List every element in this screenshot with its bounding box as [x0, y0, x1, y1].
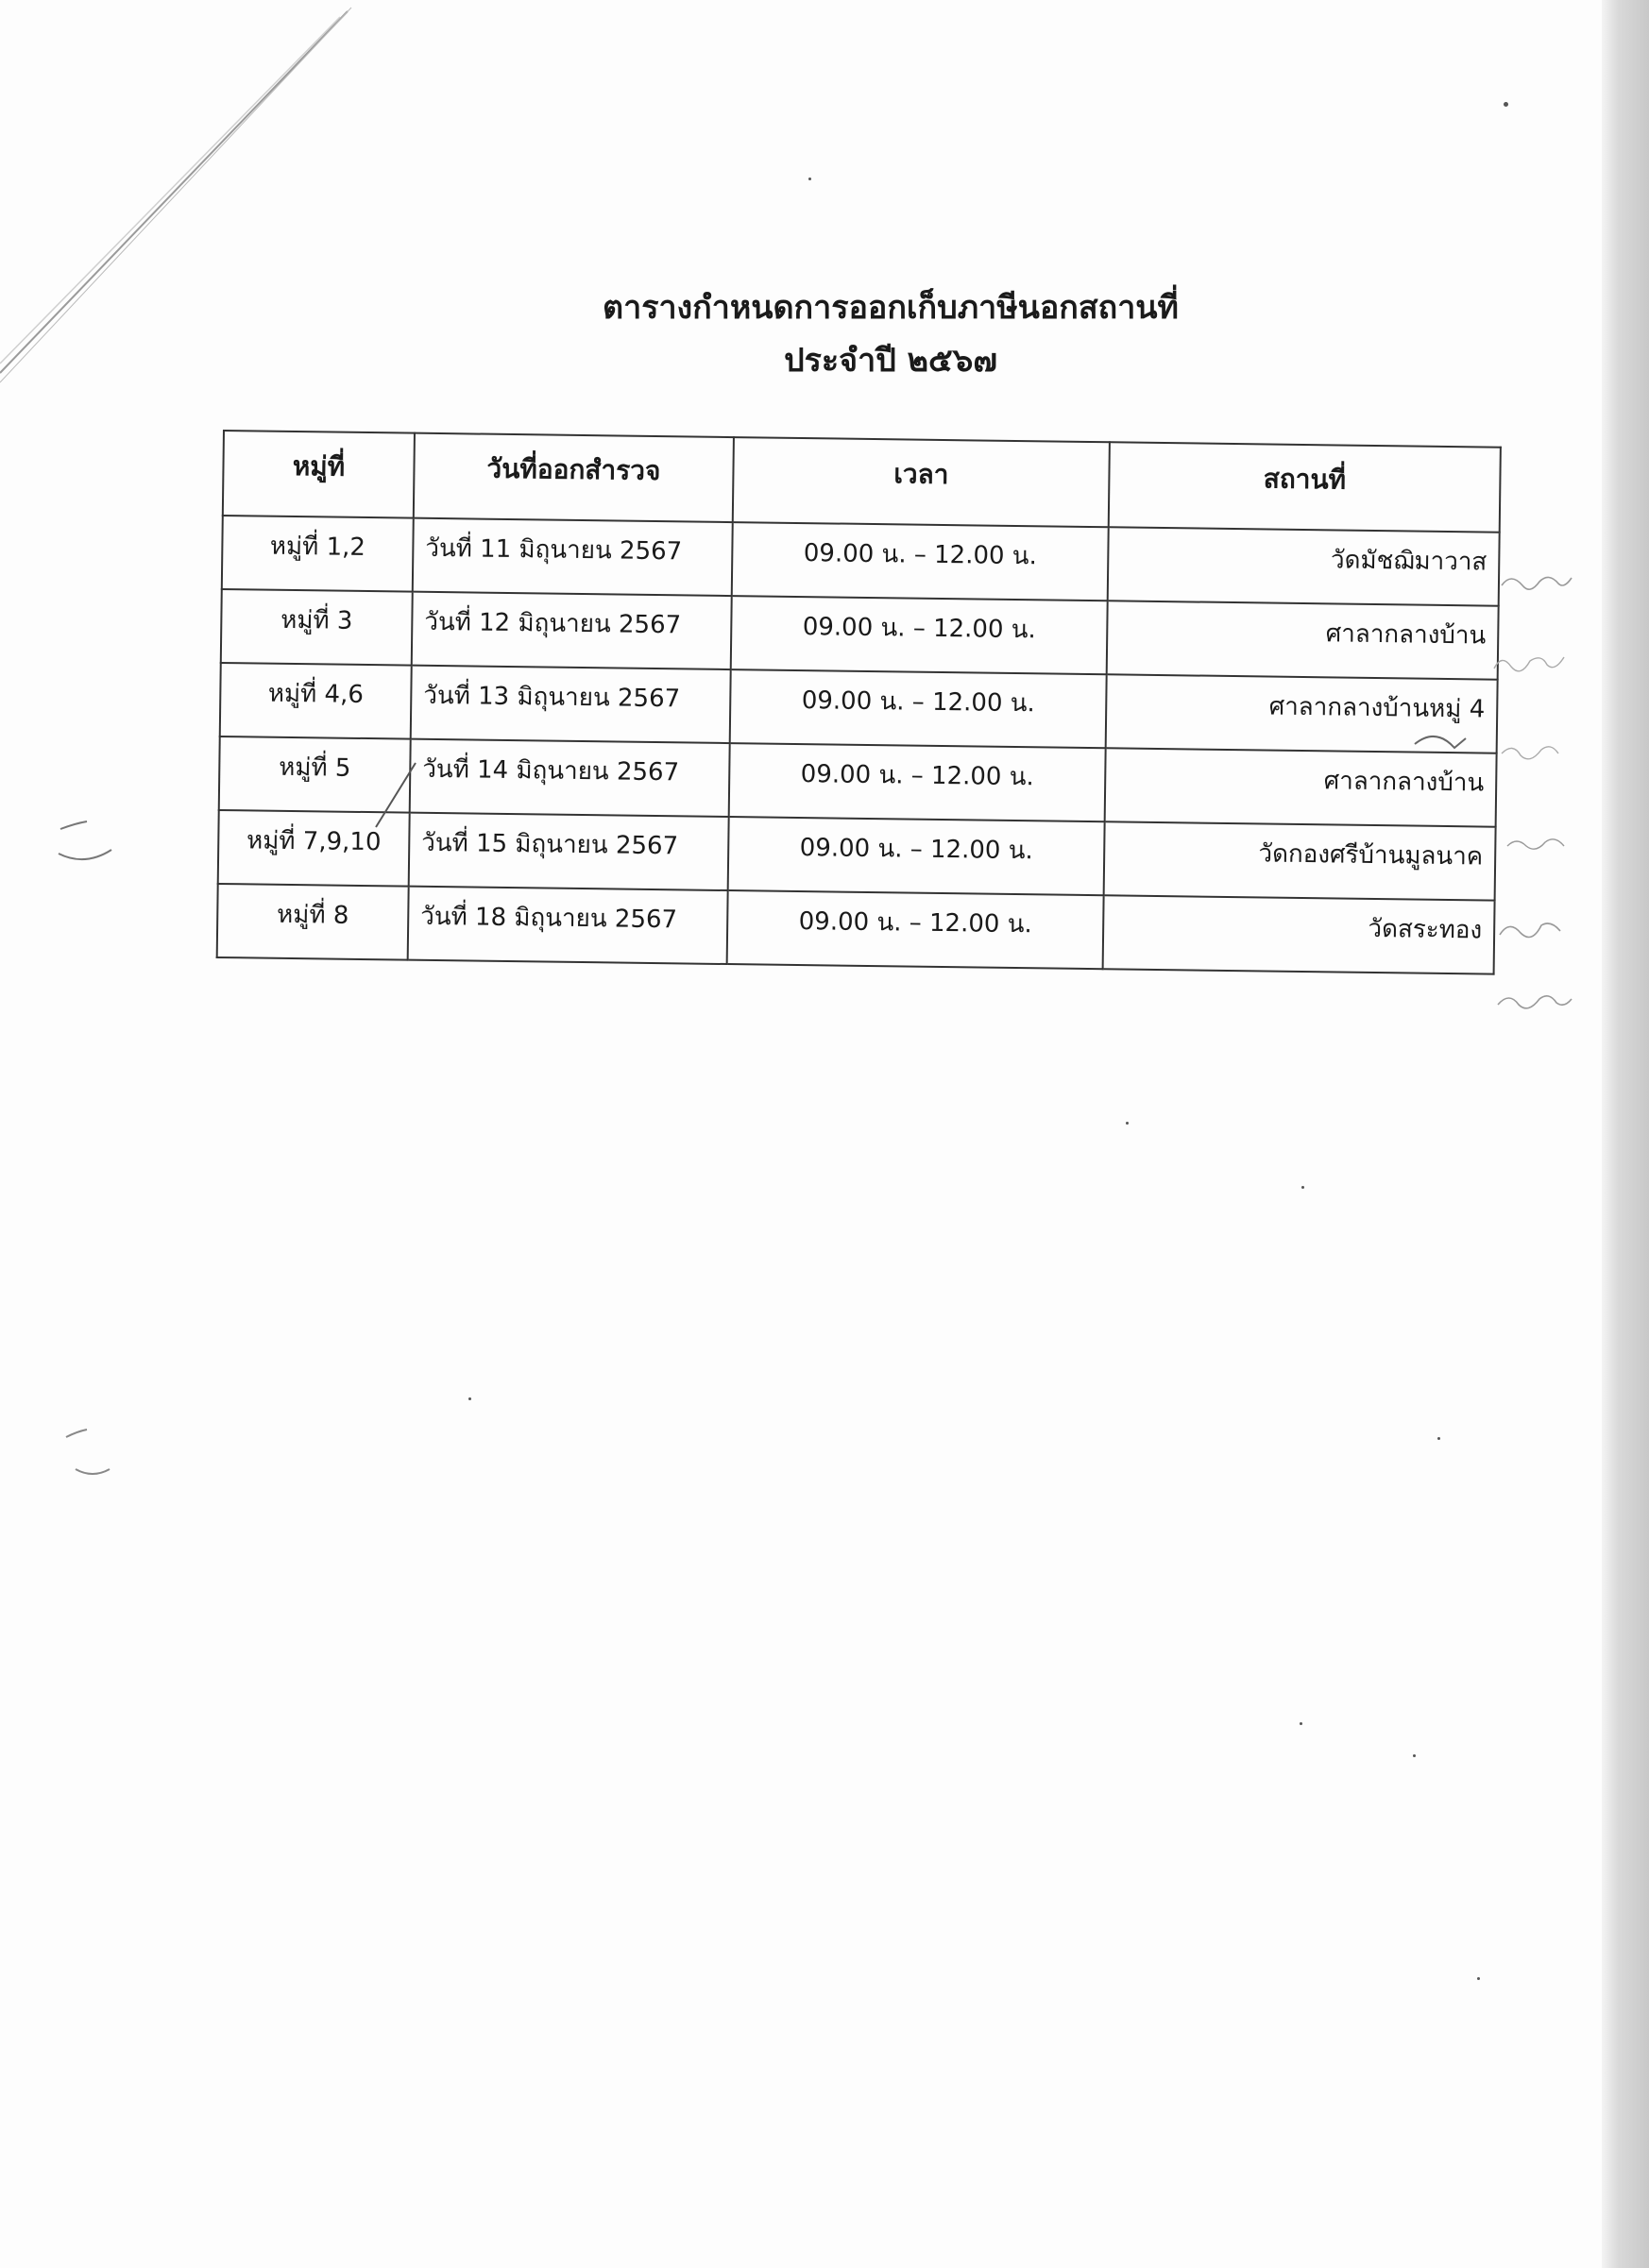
cell-time: 09.00 น. – 12.00 น. [732, 522, 1109, 601]
cell-village: หมู่ที่ 1,2 [222, 516, 414, 592]
cell-date: วันที่ 11 มิถุนายน 2567 [413, 518, 733, 596]
header-date: วันที่ออกสำรวจ [414, 433, 734, 522]
scan-dust [1504, 102, 1508, 107]
cell-date: วันที่ 14 มิถุนายน 2567 [410, 739, 730, 817]
schedule-table [216, 430, 1502, 975]
cell-time: 09.00 น. – 12.00 น. [729, 743, 1106, 821]
cell-village: หมู่ที่ 4,6 [220, 663, 412, 739]
scan-dust [1301, 1186, 1304, 1189]
header-village: หมู่ที่ [223, 431, 415, 518]
scan-dust [1437, 1437, 1440, 1440]
scan-dust [468, 1397, 471, 1400]
cell-place: ศาลากลางบ้าน [1107, 601, 1499, 679]
cell-village: หมู่ที่ 7,9,10 [218, 810, 410, 887]
scan-dust [1126, 1122, 1129, 1125]
cell-date: วันที่ 13 มิถุนายน 2567 [411, 666, 731, 743]
header-place: สถานที่ [1109, 442, 1501, 532]
cell-time: 09.00 น. – 12.00 น. [727, 890, 1104, 969]
cell-time: 09.00 น. – 12.00 น. [731, 596, 1108, 674]
cell-time: 09.00 น. – 12.00 น. [728, 817, 1105, 895]
table-row [217, 884, 1495, 974]
document-title [0, 281, 1649, 387]
cell-place: ศาลากลางบ้านหมู่ 4 [1106, 674, 1498, 753]
cell-date: วันที่ 15 มิถุนายน 2567 [409, 813, 729, 890]
scan-dust [808, 178, 811, 180]
cell-village: หมู่ที่ 3 [221, 589, 413, 666]
header-time: เวลา [733, 437, 1110, 527]
scan-dust [1413, 1754, 1416, 1757]
cell-place: วัดมัชฌิมาวาส [1108, 527, 1500, 605]
title-line-2: ประจำปี ๒๕๖๗ [784, 342, 997, 380]
cell-time: 09.00 น. – 12.00 น. [730, 669, 1107, 748]
cell-date: วันที่ 18 มิถุนายน 2567 [408, 887, 728, 964]
cell-place: วัดสระทอง [1103, 895, 1495, 973]
cell-village: หมู่ที่ 5 [219, 736, 411, 813]
cell-place: วัดกองศรีบ้านมูลนาค [1104, 821, 1496, 900]
schedule-table-wrapper [216, 430, 1500, 975]
cell-village: หมู่ที่ 8 [217, 884, 409, 960]
cell-place: ศาลากลางบ้าน [1105, 748, 1497, 826]
scan-dust [1300, 1722, 1302, 1725]
table-header-row [223, 431, 1501, 533]
scan-dust [1477, 1977, 1480, 1980]
title-line-1: ตารางกำหนดการออกเก็บภาษีนอกสถานที่ [603, 289, 1179, 327]
cell-date: วันที่ 12 มิถุนายน 2567 [412, 592, 732, 669]
